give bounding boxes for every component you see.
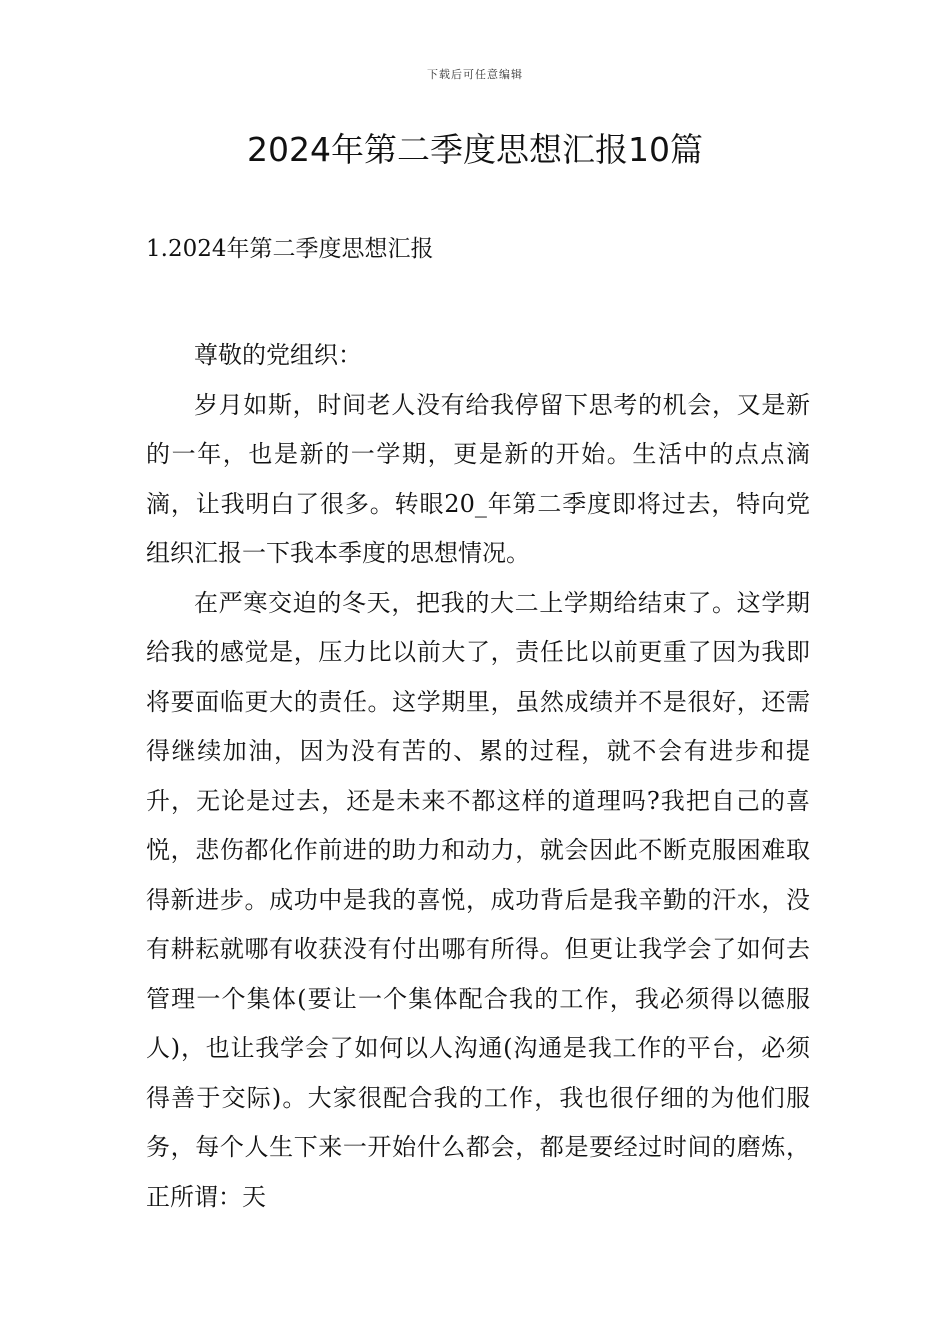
- section-heading: 1.2024年第二季度思想汇报: [146, 236, 434, 262]
- body-paragraph-2: 在严寒交迫的冬天，把我的大二上学期给结束了。这学期给我的感觉是，压力比以前大了，责任比以前更重了因为我即将要面临更大的责任。这学期里，虽然成绩并不是很好，还需得继续加油，因为没有苦的、累的过程，就不会有进步和提升，无论是过去，还是未来不都这样的道理吗?我把自己的喜悦，悲伤都化作前进的助力和动力，就会因此不断克服困难取得新进步。成功中是我的喜悦，成功背后是我辛勤的汗水，没有耕耘就哪有收获没有付出哪有所得。但更让我学会了如何去管理一个集体(要让一个集体配合我的工作，我必须得以德服人)，也让我学会了如何以人沟通(沟通是我工作的平台，必须得善于交际)。大家很配合我的工作，我也很仔细的为他们服务，每个人生下来一开始什么都会，都是要经过时间的磨炼，正所谓：天: [146, 588, 810, 1211]
- page-header-note: 下载后可任意编辑: [427, 68, 523, 81]
- document-title: 2024年第二季度思想汇报10篇: [247, 130, 703, 169]
- salutation: 尊敬的党组织：: [194, 341, 362, 369]
- body-paragraph-1: 岁月如斯，时间老人没有给我停留下思考的机会，又是新的一年，也是新的一学期，更是新的开始。生活中的点点滴滴，让我明白了很多。转眼20_年第二季度即将过去，特向党组织汇报一下我本季度的思想情况。: [146, 390, 810, 567]
- document-body: [146, 331, 810, 1222]
